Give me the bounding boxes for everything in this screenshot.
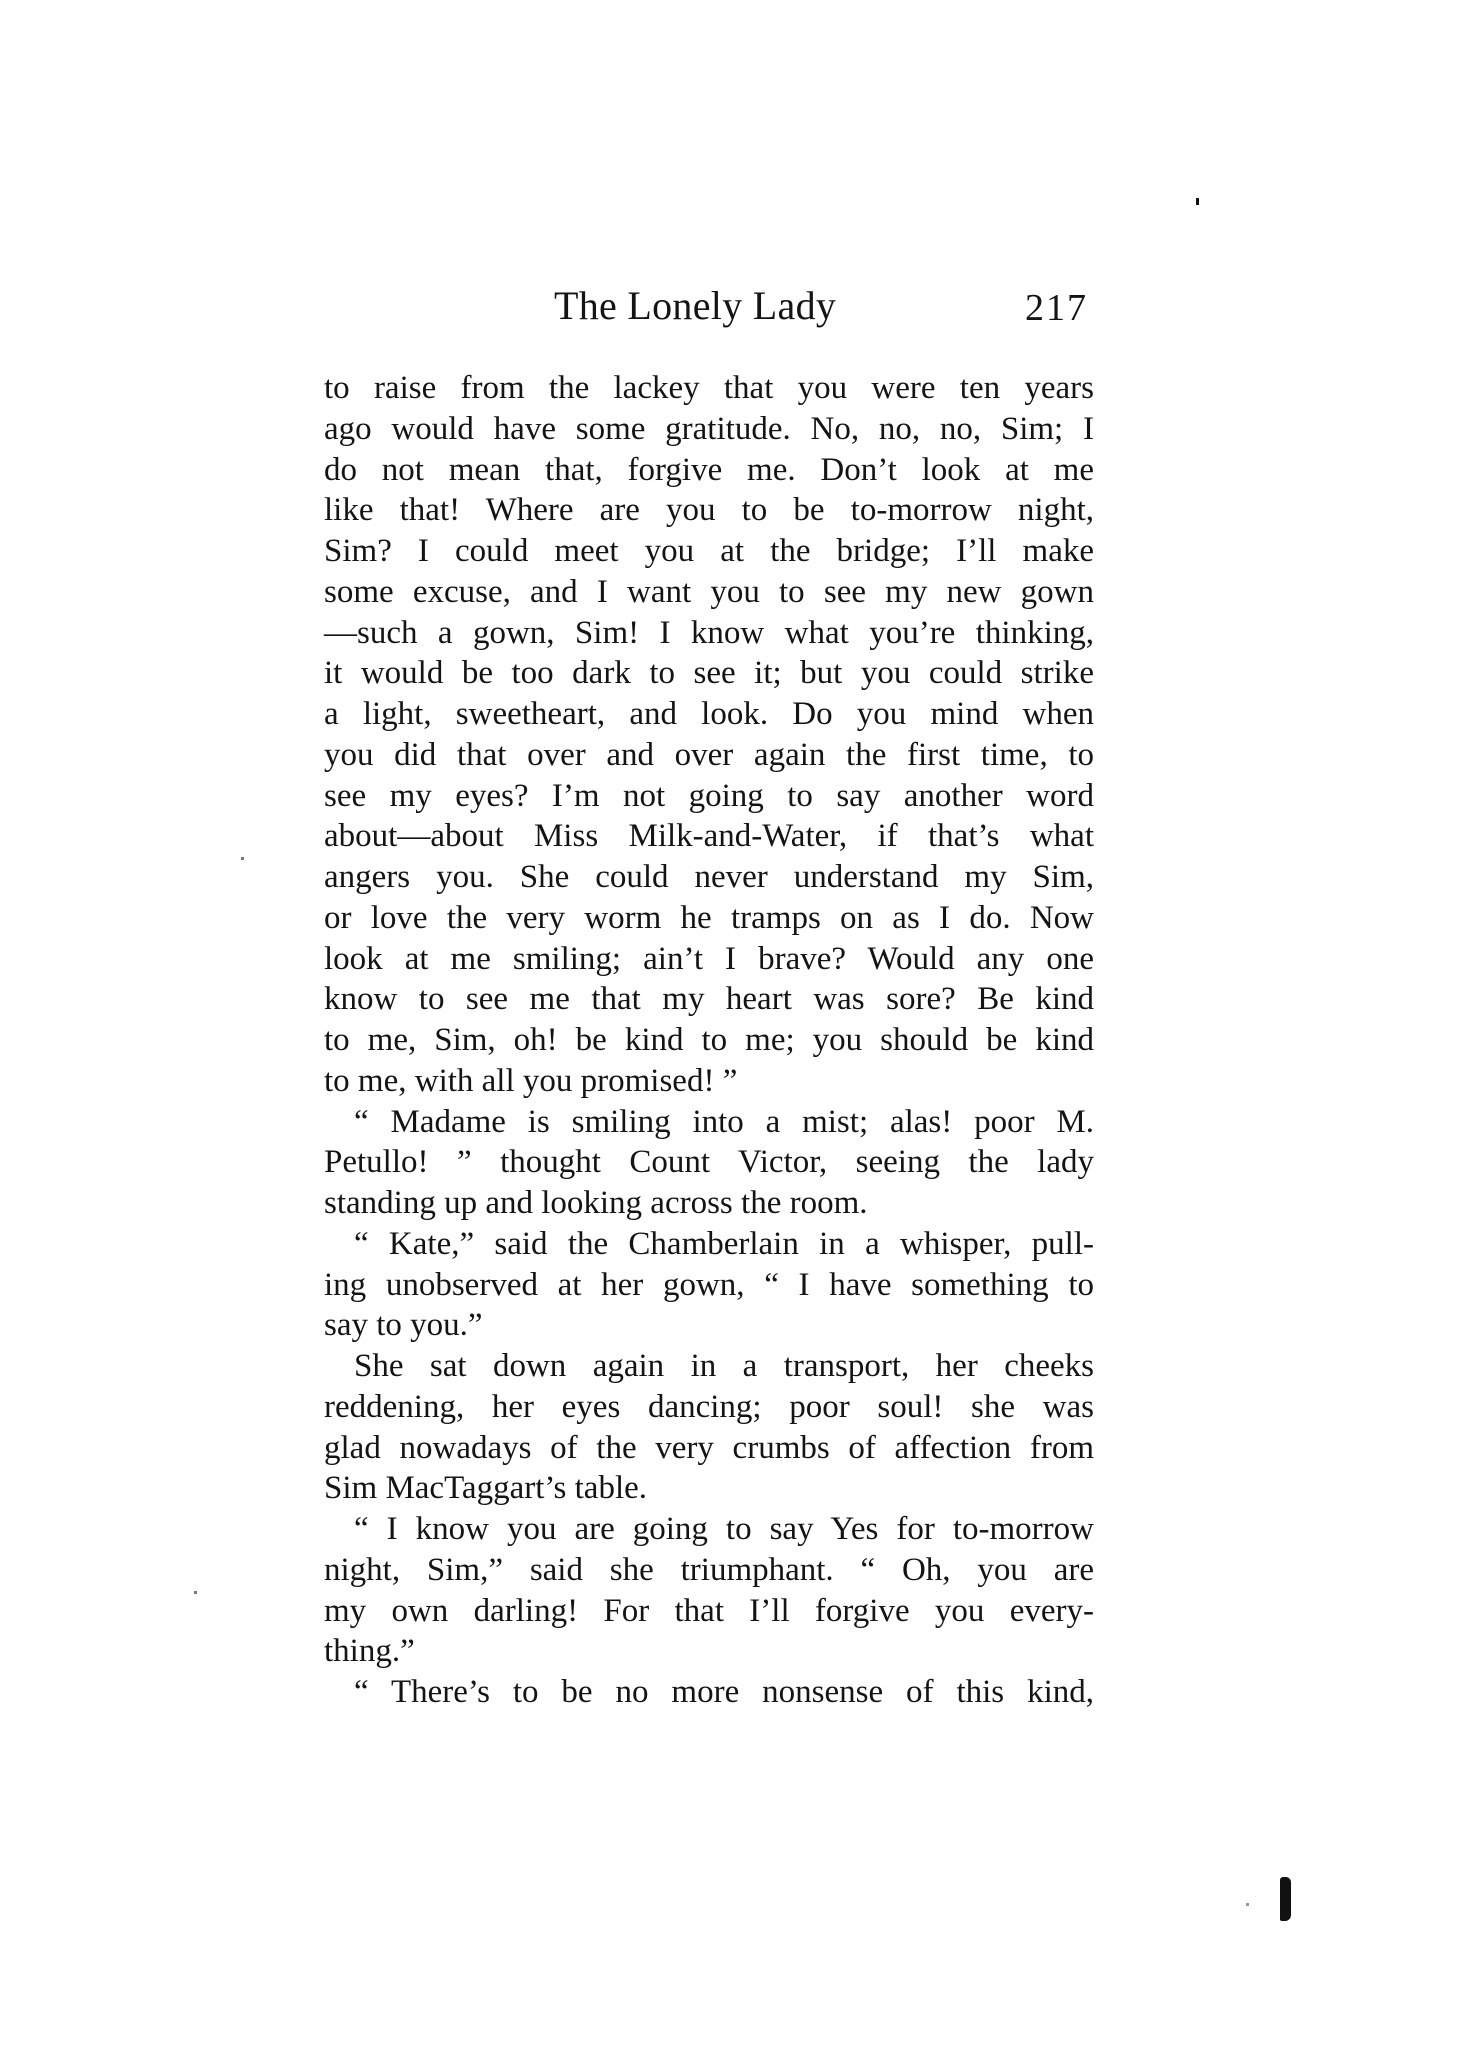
body-text xyxy=(324,368,1094,1713)
text-line: reddening, her eyes dancing; poor soul! she was xyxy=(324,1388,1094,1425)
text-line: say to you.” xyxy=(324,1307,483,1344)
text-line: —such a gown, Sim! I know what you’re thinking, xyxy=(324,614,1094,651)
text-line: standing up and looking across the room. xyxy=(324,1185,868,1221)
ink-blot xyxy=(1280,1877,1291,1921)
text-line: angers you. She could never understand my Sim, xyxy=(324,859,1094,895)
text-line: my own darling! For that I’ll forgive you every- xyxy=(324,1592,1094,1629)
text-line: to me, Sim, oh! be kind to me; you should be kind xyxy=(324,1022,1094,1058)
text-line: ago would have some gratitude. No, no, no, Sim; I xyxy=(324,410,1094,447)
text-line: She sat down again in a transport, her cheeks xyxy=(354,1348,1094,1384)
print-speck xyxy=(194,1591,197,1594)
text-line: or love the very worm he tramps on as I do. Now xyxy=(324,899,1094,936)
text-line: to me, with all you promised! ” xyxy=(324,1062,738,1099)
page-header xyxy=(324,282,1094,332)
print-speck xyxy=(1246,1903,1249,1906)
text-line: you did that over and over again the first time, to xyxy=(324,736,1094,773)
text-line: ing unobserved at her gown, “ I have something to xyxy=(324,1266,1094,1303)
text-line: night, Sim,” said she triumphant. “ Oh, you are xyxy=(324,1551,1094,1588)
text-line: Sim MacTaggart’s table. xyxy=(324,1470,648,1507)
text-line: “ There’s to be no more nonsense of this kind, xyxy=(354,1674,1094,1710)
text-line: some excuse, and I want you to see my new gown xyxy=(324,573,1094,610)
text-line: like that! Where are you to be to-morrow night, xyxy=(324,492,1094,529)
text-line: do not mean that, forgive me. Don’t look at me xyxy=(324,451,1094,488)
text-line: Petullo! ” thought Count Victor, seeing the lady xyxy=(324,1144,1094,1181)
page-number: 217 xyxy=(1025,287,1088,329)
print-speck xyxy=(241,857,244,860)
text-line: it would be too dark to see it; but you could strike xyxy=(324,655,1094,692)
text-line: glad nowadays of the very crumbs of affection from xyxy=(324,1429,1094,1466)
text-line: Sim? I could meet you at the bridge; I’ll make xyxy=(324,533,1094,569)
text-line: about—about Miss Milk-and-Water, if that’s what xyxy=(324,818,1094,855)
text-line: look at me smiling; ain’t I brave? Would any one xyxy=(324,940,1094,977)
text-line: thing.” xyxy=(324,1633,415,1670)
text-line: know to see me that my heart was sore? Be kind xyxy=(324,981,1094,1018)
running-title: The Lonely Lady xyxy=(554,283,837,328)
text-line: “ Kate,” said the Chamberlain in a whisper, pull- xyxy=(354,1225,1094,1262)
text-line: “ I know you are going to say Yes for to-morrow xyxy=(354,1511,1094,1547)
text-line: a light, sweetheart, and look. Do you mind when xyxy=(324,696,1094,732)
text-line: see my eyes? I’m not going to say another word xyxy=(324,777,1094,814)
text-line: to raise from the lackey that you were ten years xyxy=(324,370,1094,406)
text-line: “ Madame is smiling into a mist; alas! poor M. xyxy=(354,1103,1094,1140)
print-speck xyxy=(1196,198,1199,205)
